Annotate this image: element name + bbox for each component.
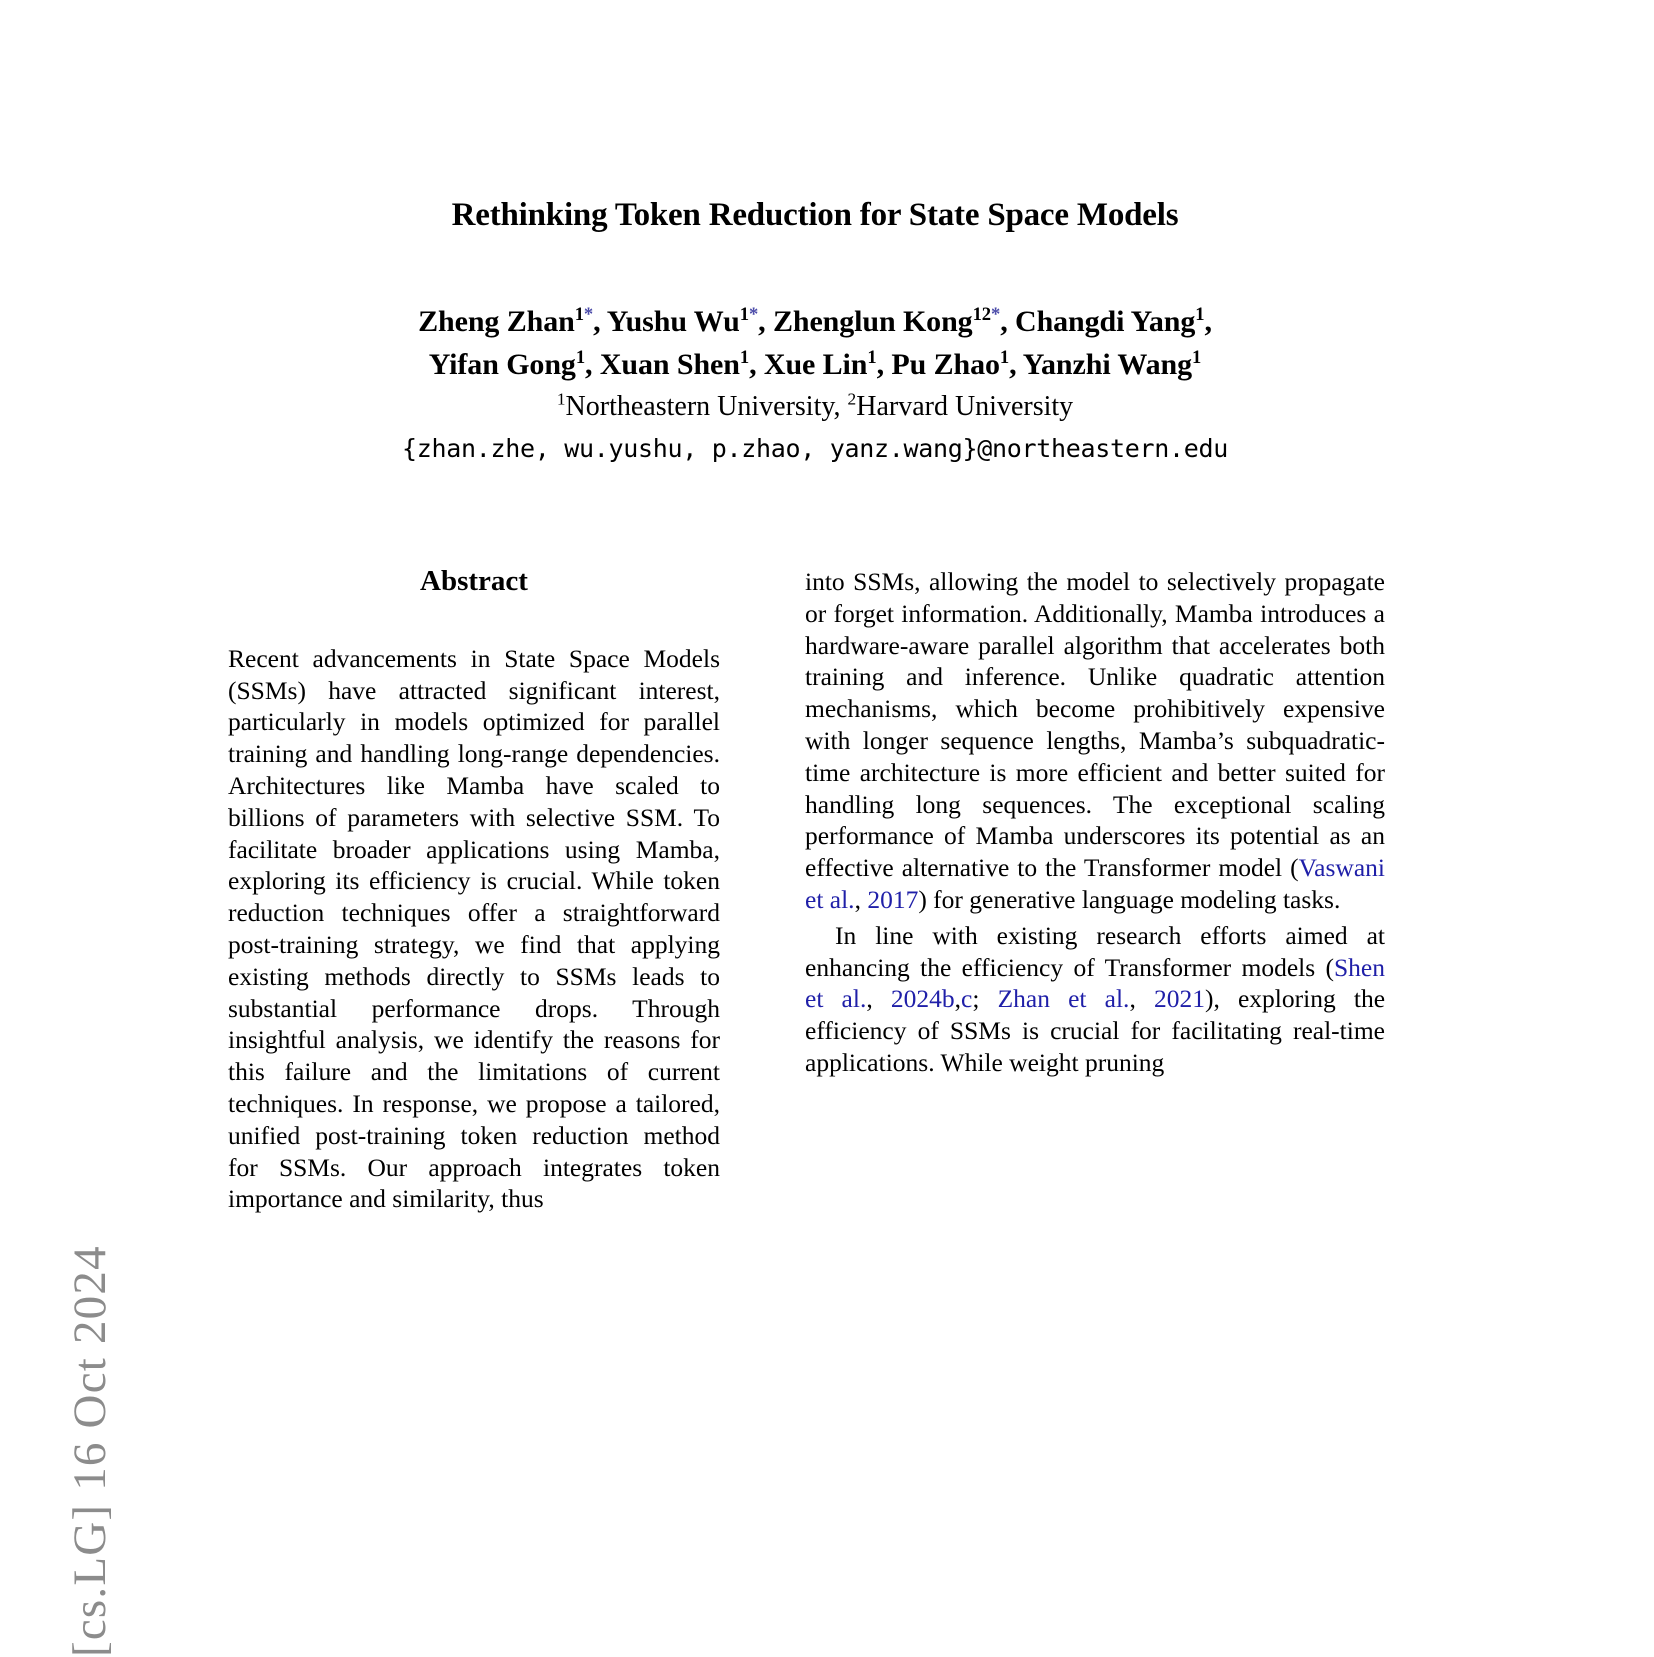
affiliation-name: Harvard University	[856, 391, 1074, 422]
affiliation-marker: 1	[556, 389, 566, 409]
intro-paragraph-2: In line with existing research efforts aimed at enhancing the efficiency of Transformer models (Shen et al., 2024b,c; Zhan et al., 2021), exploring the efficiency of SSMs is crucial for facilitating real-time applications. While weight pruning	[805, 920, 1385, 1077]
citation-link-2017[interactable]: 2017	[867, 884, 919, 914]
author-name: Changdi Yang	[1015, 305, 1196, 338]
left-column	[228, 566, 720, 1241]
affiliation-name: Northeastern University	[565, 391, 834, 422]
abstract-heading: Abstract	[420, 566, 528, 597]
citation-link-vaswani[interactable]: Vaswani et al.	[805, 853, 1385, 914]
page-title: Rethinking Token Reduction for State Space Models	[451, 197, 1179, 233]
affiliation-line: $^1$Northeastern University, $^2$Harvard University	[556, 389, 1074, 422]
author-name: Xuan Shen	[599, 348, 740, 381]
author-affiliation-marker: 1	[1195, 304, 1205, 325]
abstract-text: Recent advancements in State Space Models (SSMs) have attracted significant interest, particularly in models optimized for parallel training and handling long-range dependencies. Architectures like Mamba have scaled to billions of parameters with selective SSM. To facilitate broader applications using Mamba, exploring its efficiency is crucial. While token reduction techniques offer a straightforward post-training strategy, we find that applying existing methods directly to SSMs leads to substantial performance drops. Through insightful analysis, we identify the reasons for this failure and the limitations of current techniques. In response, we propose a tailored, unified post-training token reduction method for SSMs. Our approach integrates token importance and similarity, thus	[228, 643, 720, 1214]
intro-paragraph-1: into SSMs, allowing the model to selectively propagate or forget information. Additionally, Mamba introduces a hardware-aware parallel algorithm that accelerates both training and inference. Unlike quadratic attention mechanisms, which become prohibitively expensive with longer sequence lengths, Mamba’s subquadratic-time architecture is more efficient and better suited for handling long sequences. The exceptional scaling performance of Mamba underscores its potential as an effective alternative to the Transformer model (Vaswani et al., 2017) for generative language modeling tasks.	[805, 567, 1385, 914]
citation-link-2024b[interactable]: 2024b	[890, 984, 955, 1014]
equal-contribution-asterisk: *	[748, 304, 759, 325]
equal-contribution-asterisk: *	[583, 304, 594, 325]
author-affiliation-marker: 1	[739, 347, 750, 368]
author-name: Yanzhi Wang	[1022, 348, 1193, 381]
author-affiliation-marker: 1	[575, 347, 586, 368]
author-name: Zhenglun Kong	[772, 305, 973, 338]
citation-link-shen[interactable]: Shen et al.	[805, 952, 1385, 1014]
author-affiliation-marker: 1*	[574, 304, 594, 325]
author-name: Zheng Zhan	[418, 305, 575, 338]
author-name: Yifan Gong	[428, 348, 576, 381]
affiliation-marker: 2	[847, 389, 857, 409]
author-line-1: Zheng Zhan$^{1*}$, Yushu $Wu^{1*}$, Zhenglun Kong$^{12*}$, Changdi Yang$^1$,	[418, 304, 1212, 338]
author-affiliation-marker: 1	[867, 347, 877, 368]
author-affiliation-marker: 1	[999, 347, 1010, 368]
author-block	[225, 300, 1405, 469]
arxiv-stamp-text: [cs.LG] 16 Oct 2024	[64, 1245, 116, 1657]
author-name: Xue Lin	[763, 348, 868, 381]
contact-email[interactable]: {zhan.zhe, wu.yushu, p.zhao, yanz.wang}@northeastern.edu	[401, 434, 1229, 463]
author-affiliation-marker: 1*	[739, 304, 759, 325]
citation-link-2024c[interactable]: c	[961, 984, 973, 1014]
author-line-2: Yifan Gong$^1$, Xuan Shen$^1$, Xue Lin$^1$, Pu Zhao$^1$, Yanzhi Wang$^1$	[428, 347, 1202, 381]
right-column	[805, 566, 1385, 1241]
citation-link-2021[interactable]: 2021	[1153, 984, 1205, 1014]
two-column-body	[0, 566, 1654, 1241]
author-affiliation-marker: 12*	[972, 304, 1001, 325]
citation-link-zhan[interactable]: Zhan et al.	[997, 984, 1130, 1014]
equal-contribution-asterisk: *	[990, 304, 1001, 325]
author-affiliation-marker: 1	[1192, 347, 1202, 368]
title-block	[225, 196, 1405, 236]
author-name: Pu Zhao	[891, 348, 1000, 381]
author-name: Yushu Wu	[606, 305, 740, 338]
